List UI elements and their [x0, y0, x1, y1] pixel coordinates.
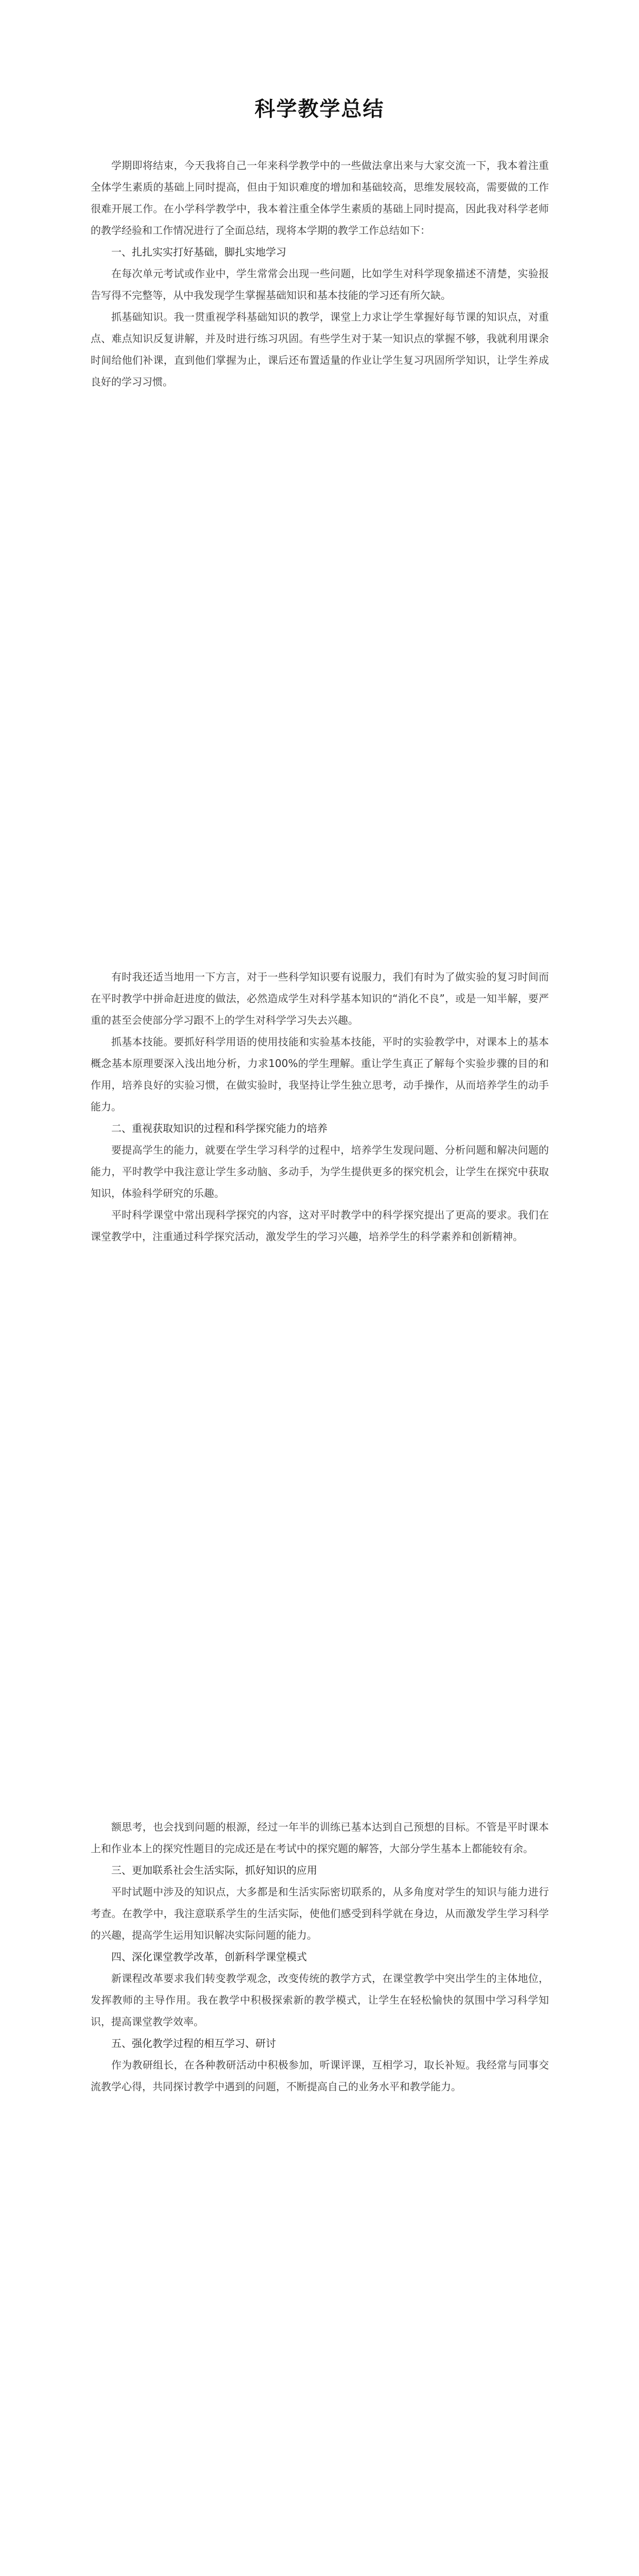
paragraph: 作为教研组长，在各种教研活动中积极参加，听课评课，互相学习，取长补短。我经常与同事交流教学心得，共同探讨教学中遇到的问题，不断提高自己的业务水平和教学能力。: [91, 2059, 549, 2093]
paragraph: 平时试题中涉及的知识点，大多都是和生活实际密切联系的，从多角度对学生的知识与能力进行考查。在教学中，我注意联系学生的生活实际，使他们感受到科学就在身边，从而激发学生学习科学的兴趣，提高学生运用知识解决实际问题的能力。: [91, 1886, 549, 1941]
paragraph: 学期即将结束，今天我将自己一年来科学教学中的一些做法拿出来与大家交流一下，我本着注重全体学生素质的基础上同时提高，但由于知识难度的增加和基础较高，思维发展较高，需要做的工作很难开展工作。在小学科学教学中，我本着注重全体学生素质的基础上同时提高，因此我对科学老师的教学经验和工作情况进行了全面总结，现将本学期的教学工作总结如下：: [91, 159, 549, 236]
text-block-2: [91, 966, 549, 1247]
section-heading-3: 三、更加联系社会生活实际，抓好知识的应用: [111, 1864, 317, 1876]
text-block-3: [91, 1816, 549, 2097]
paragraph: 抓基本技能。要抓好科学用语的使用技能和实验基本技能，平时的实验教学中，对课本上的基本概念基本原理要深入浅出地分析，力求100%的学生理解。重让学生真正了解每个实验步骤的目的和作用，培养良好的实验习惯，在做实验时，我坚持让学生独立思考，动手操作，从而培养学生的动手能力。: [91, 1036, 549, 1113]
section-heading-5: 五、强化教学过程的相互学习、研讨: [111, 2037, 276, 2049]
paragraph: 在每次单元考试或作业中，学生常常会出现一些问题，比如学生对科学现象描述不清楚，实验报告写得不完整等，从中我发现学生掌握基础知识和基本技能的学习还有所欠缺。: [91, 267, 549, 301]
document-title: 科学教学总结: [254, 97, 385, 121]
text-block-1: [91, 155, 549, 393]
paragraph: 额思考，也会找到问题的根源，经过一年半的训练已基本达到自己预想的目标。不管是平时课本上和作业本上的探究性题目的完成还是在考试中的探究题的解答，大部分学生基本上都能较有余。: [91, 1821, 549, 1855]
paragraph: 抓基础知识。我一贯重视学科基础知识的教学，课堂上力求让学生掌握好每节课的知识点，对重点、难点知识反复讲解，并及时进行练习巩固。有些学生对于某一知识点的掌握不够，我就利用课余时间给他们补课，直到他们掌握为止，课后还布置适量的作业让学生复习巩固所学知识，让学生养成良好的学习习惯。: [91, 311, 549, 388]
paragraph: 平时科学课堂中常出现科学探究的内容，这对平时教学中的科学探究提出了更高的要求。我们在课堂教学中，注重通过科学探究活动，激发学生的学习兴趣，培养学生的科学素养和创新精神。: [91, 1209, 549, 1243]
paragraph: 有时我还适当地用一下方言，对于一些科学知识要有说服力，我们有时为了做实验的复习时间而在平时教学中拼命赶进度的做法，必然造成学生对科学基本知识的“消化不良”，或是一知半解，要严重的甚至会使部分学习跟不上的学生对科学学习失去兴趣。: [91, 971, 549, 1026]
paragraph: 要提高学生的能力，就要在学生学习科学的过程中，培养学生发现问题、分析问题和解决问题的能力，平时教学中我注意让学生多动脑、多动手，为学生提供更多的探究机会，让学生在探究中获取知识，体验科学研究的乐趣。: [91, 1144, 549, 1199]
section-heading-4: 四、深化课堂教学改革，创新科学课堂模式: [111, 1951, 307, 1963]
section-heading-1: 一、扎扎实实打好基础，脚扎实地学习: [111, 246, 286, 258]
paragraph: 新课程改革要求我们转变教学观念，改变传统的教学方式，在课堂教学中突出学生的主体地位，发挥教师的主导作用。我在教学中积极探索新的教学模式，让学生在轻松愉快的氛围中学习科学知识，提高课堂教学效率。: [91, 1972, 549, 2028]
section-heading-2: 二、重视获取知识的过程和科学探究能力的培养: [111, 1122, 327, 1134]
